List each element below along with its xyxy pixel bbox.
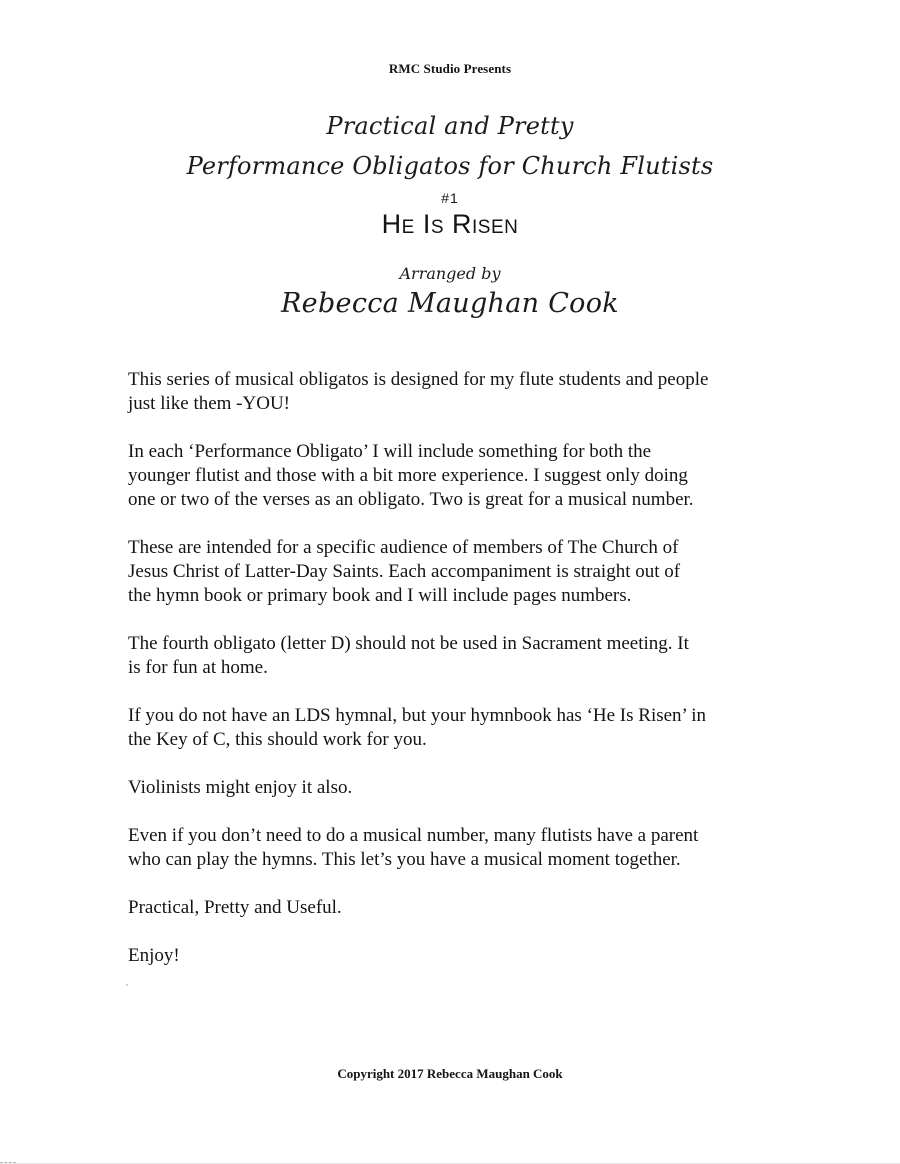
paragraph-fourth-obligato: The fourth obligato (letter D) should not be used in Sacrament meeting. It is for fun at home. (128, 633, 689, 678)
paragraph-violinists: Violinists might enjoy it also. (128, 777, 353, 798)
arranged-by-label: Arranged by (399, 264, 501, 283)
paragraph-hymnal: If you do not have an LDS hymnal, but your hymnbook has ‘He Is Risen’ in the Key of C, this should work for you. (128, 705, 707, 750)
paragraph-audience: These are intended for a specific audience of members of The Church of Jesus Christ of Latter-Day Saints. Each accompaniment is straight out of the hymn book or primary book and I will include pages numbers. (128, 537, 681, 606)
presenter-line: RMC Studio Presents (388, 61, 512, 76)
paragraph-performance-obligato: In each ‘Performance Obligato’ I will include something for both the younger flutist and those with a bit more experience. I suggest only doing one or two of the verses as an obligato. Two is great for a musical number. (128, 441, 694, 510)
paragraph-intro: This series of musical obligatos is designed for my flute students and people just like them -YOU! (128, 369, 709, 414)
stray-mark (126, 984, 128, 986)
body-text (128, 368, 778, 968)
copyright-notice: Copyright 2017 Rebecca Maughan Cook (337, 1066, 563, 1081)
paragraph-closing: Enjoy! (128, 945, 180, 966)
series-title-line1: Practical and Pretty (326, 112, 574, 140)
series-title-line2: Performance Obligatos for Church Flutists (186, 152, 714, 180)
paragraph-tagline: Practical, Pretty and Useful. (128, 897, 342, 918)
arranger-name: Rebecca Maughan Cook (281, 288, 619, 319)
song-title: He Is Risen (381, 209, 519, 239)
paragraph-musical-moment: Even if you don’t need to do a musical number, many flutists have a parent who can play the hymns. This let’s you have a musical moment together. (128, 825, 699, 870)
series-number: #1 (441, 190, 459, 206)
